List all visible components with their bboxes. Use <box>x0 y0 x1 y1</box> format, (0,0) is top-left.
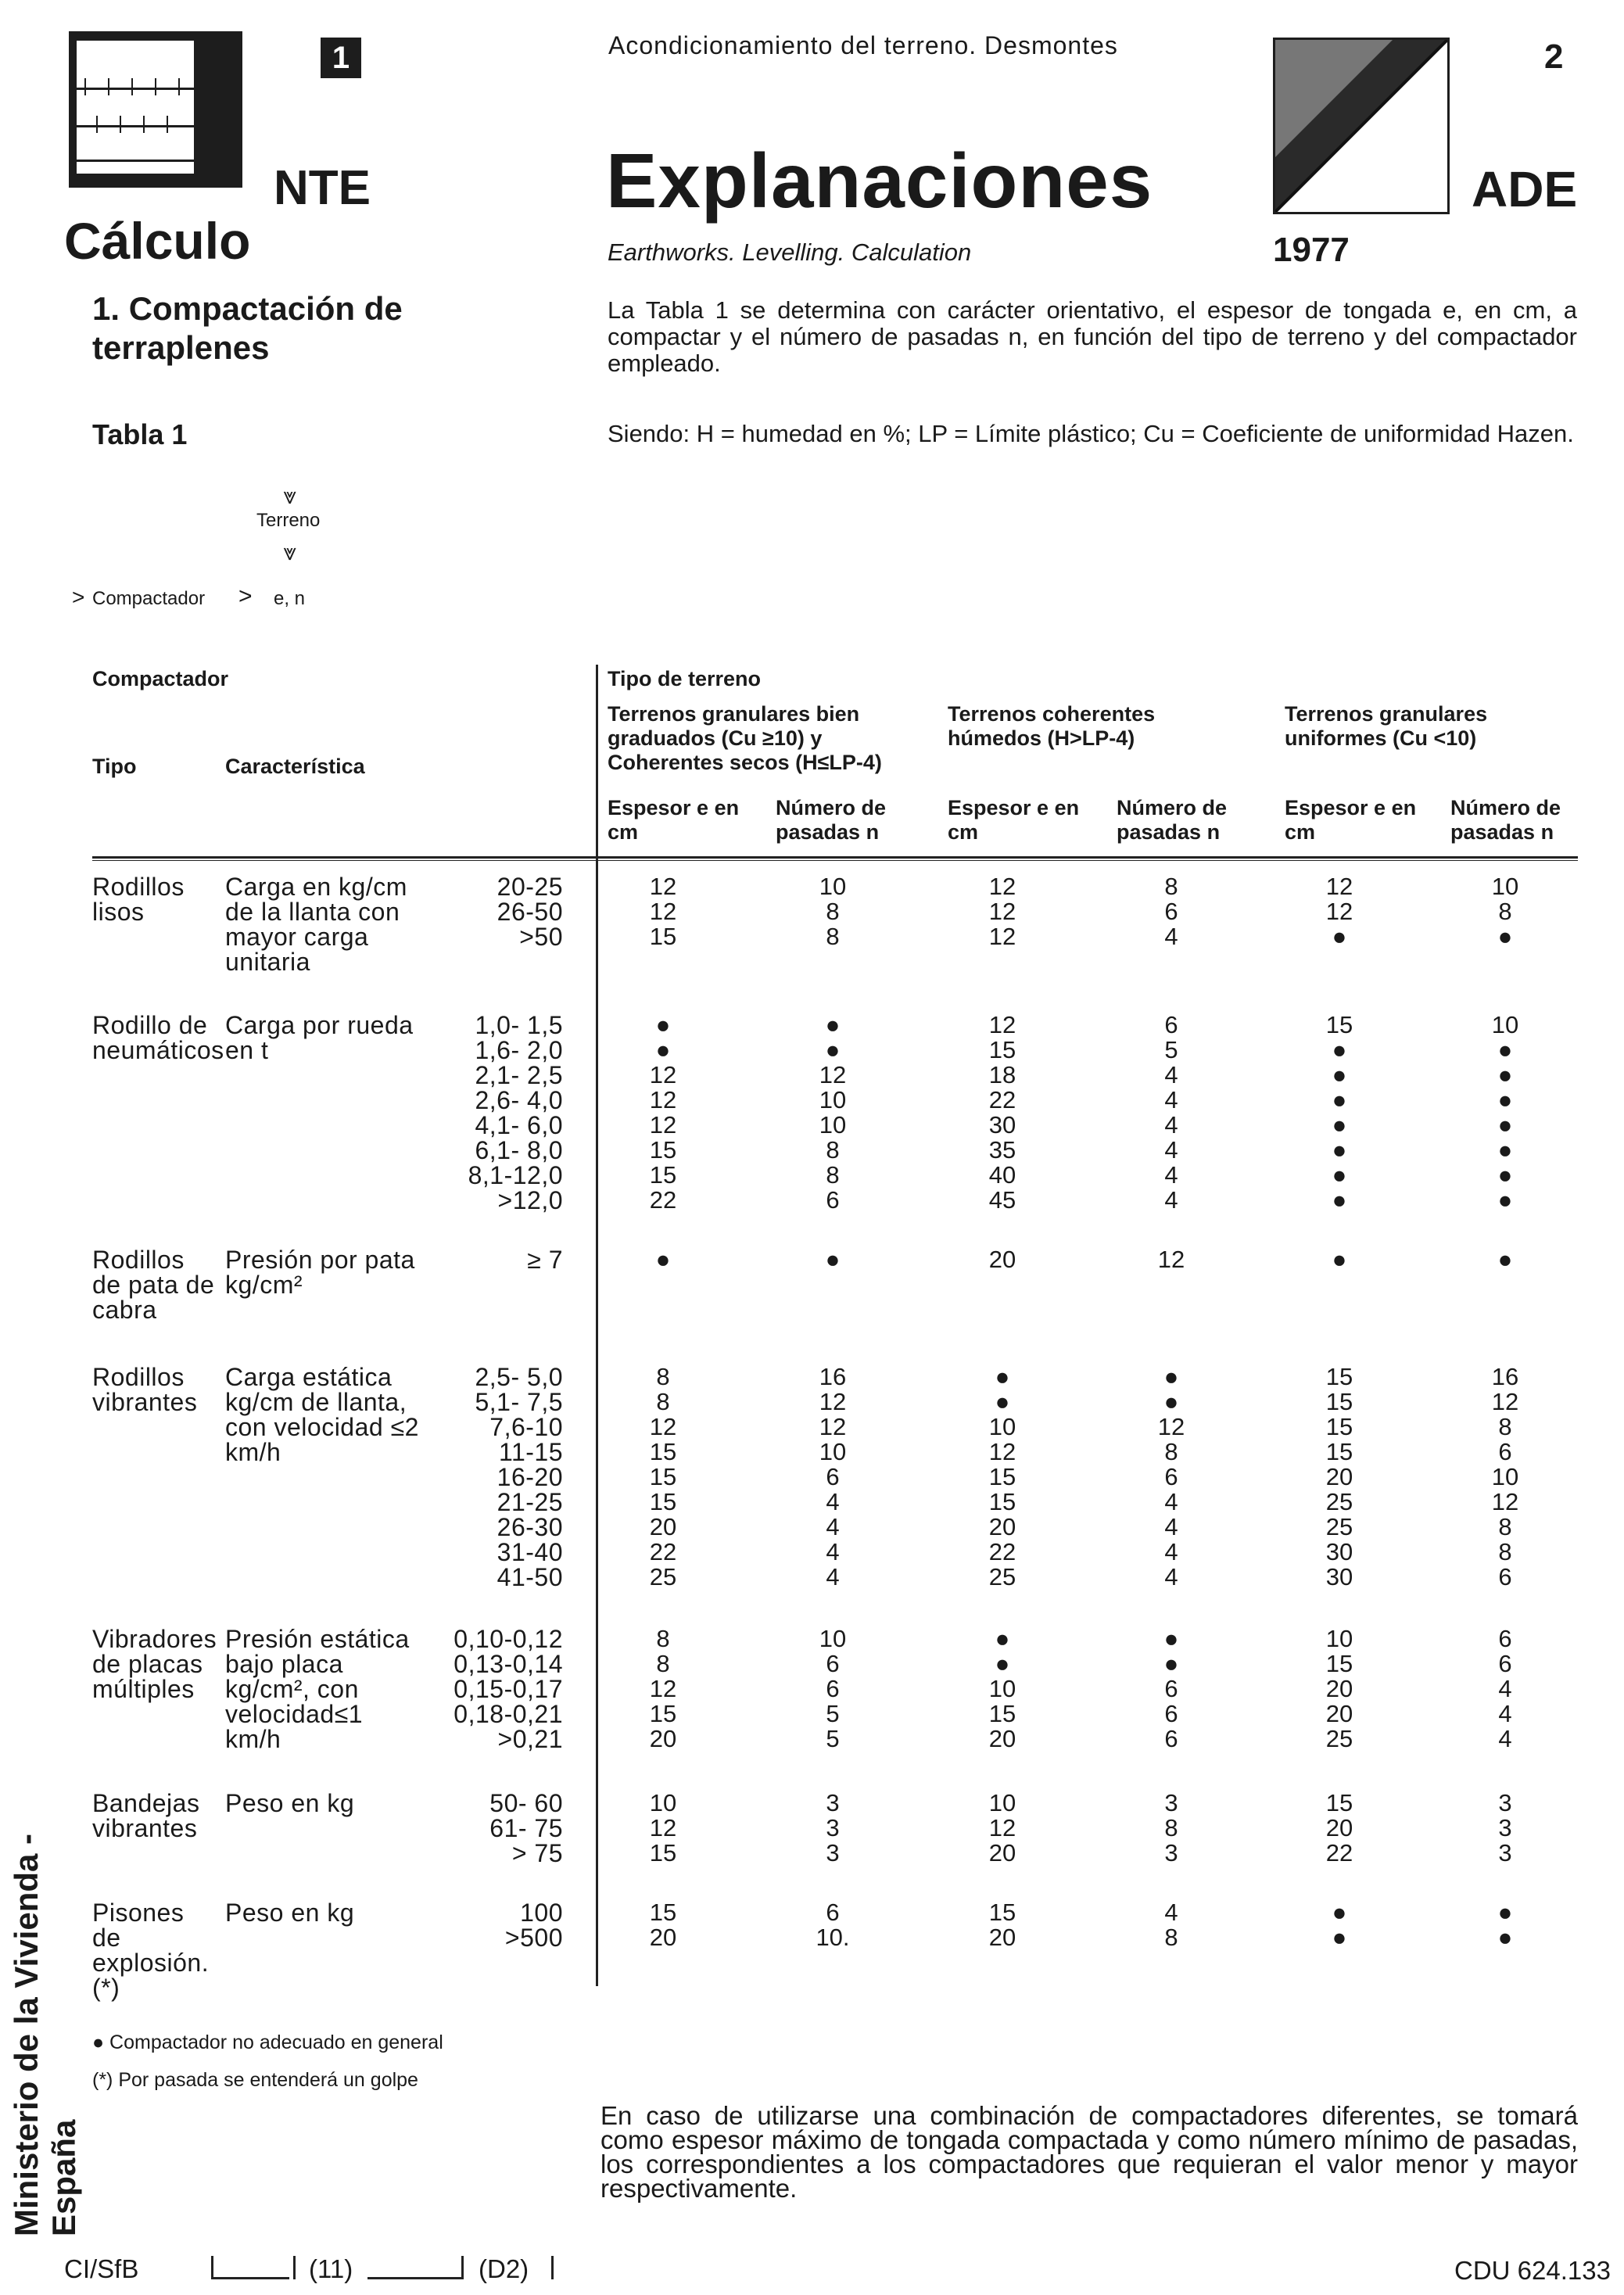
table-cell: ● ● 12 12 12 15 15 22 <box>649 1011 677 1214</box>
compactador-label: Compactador <box>92 588 206 609</box>
table-cell: 20 <box>988 1246 1016 1273</box>
numero-header: Número de pasadas n <box>776 796 887 844</box>
compactador-caracteristica: Carga por rueda en t <box>225 1011 414 1064</box>
section-badge: 1 <box>321 38 361 78</box>
cisfb-box <box>367 2277 461 2279</box>
cisfb-d2: (D2) <box>479 2254 529 2283</box>
code-label: ADE <box>1472 161 1578 217</box>
table-cell: 6 6 4 4 4 <box>1498 1625 1512 1752</box>
table-cell: 8 8 12 15 20 <box>649 1625 677 1752</box>
cisfb-box <box>293 2256 296 2279</box>
table-cell: 12 <box>1157 1246 1185 1273</box>
ministry-sidebar: Ministerio de la Vivienda - España <box>8 1833 82 2236</box>
group-header-3: Terrenos granulares uniformes (Cu <10) <box>1285 702 1488 750</box>
table-cell: 6 10. <box>816 1899 850 1951</box>
table-cell: 15 20 22 <box>1325 1789 1353 1866</box>
cisfb-label: CI/SfB <box>64 2254 139 2283</box>
year: 1977 <box>1273 231 1350 269</box>
table-cell: 10 15 20 20 25 <box>1325 1625 1353 1752</box>
table-cell: 4 8 <box>1164 1899 1178 1951</box>
footnote-2: (*) Por pasada se entenderá un golpe <box>92 2069 418 2091</box>
down-arrow-icon: ⩔ <box>283 483 296 509</box>
nte-label: NTE <box>274 161 371 215</box>
compactador-values: ≥ 7 <box>527 1246 563 1274</box>
table-cell: 15 15 15 15 20 25 25 30 30 <box>1325 1363 1353 1590</box>
table-cell: 16 12 8 6 10 12 8 8 6 <box>1491 1363 1519 1590</box>
table-cell: 6 5 4 4 4 4 4 4 <box>1164 1011 1178 1214</box>
table-cell: 3 3 3 <box>1498 1789 1512 1866</box>
compactador-tipo: Vibradores de placas múltiples <box>92 1625 217 1703</box>
table-cell: 16 12 12 10 6 4 4 4 4 <box>819 1363 847 1590</box>
tipo-header: Tipo <box>92 755 137 778</box>
calculo-heading: Cálculo <box>64 212 251 270</box>
compactador-tipo: Rodillos lisos <box>92 873 185 926</box>
result-label: e, n <box>274 588 306 609</box>
table-cell: 12 12 ● <box>1325 873 1353 950</box>
footnote-1: ● Compactador no adecuado en general <box>92 2031 443 2053</box>
table-cell: 10 8 8 <box>819 873 847 950</box>
tipo-terreno-header: Tipo de terreno <box>608 667 762 690</box>
table-cell: ● ● 10 12 15 15 20 22 25 <box>988 1363 1016 1590</box>
table-divider <box>596 665 598 1986</box>
table-cell: ● ● <box>1497 1899 1513 1951</box>
numero-header: Número de pasadas n <box>1450 796 1561 844</box>
compactador-header: Compactador <box>92 667 229 690</box>
compactador-caracteristica: Presión por pata kg/cm² <box>225 1246 415 1299</box>
cisfb-box <box>211 2256 213 2279</box>
compactador-tipo: Rodillos de pata de cabra <box>92 1246 215 1324</box>
cisfb-11: (11) <box>309 2254 353 2283</box>
table-cell: 12 12 15 <box>649 873 677 950</box>
table-cell: 10 12 20 <box>988 1789 1016 1866</box>
terreno-label: Terreno <box>256 510 321 531</box>
tabla-label: Tabla 1 <box>92 418 188 450</box>
nte-logo <box>69 31 242 188</box>
table-cell: 10 12 15 <box>649 1789 677 1866</box>
compactador-tipo: Rodillo de neumáticos <box>92 1011 224 1064</box>
table-cell: ● <box>1332 1246 1347 1273</box>
table-cell: 10 ● ● ● ● ● ● ● <box>1491 1011 1519 1214</box>
compactador-values: 2,5- 5,0 5,1- 7,5 7,6-10 11-15 16-20 21-25 26-30 31-40 41-50 <box>475 1363 563 1591</box>
compactador-tipo: Rodillos vibrantes <box>92 1363 198 1416</box>
intro-paragraph: La Tabla 1 se determina con carácter orientativo, el espesor de tongada e, en cm, a compactar y el número de pasadas n, en función del tipo de terreno y del compactador empleado. <box>608 296 1577 377</box>
table-cell: ● ● 10 15 20 <box>988 1625 1016 1752</box>
table-cell: 3 8 3 <box>1164 1789 1178 1866</box>
compactador-values: 50- 60 61- 75 > 75 <box>489 1789 563 1867</box>
compactador-caracteristica: Presión estática bajo placa kg/cm², con velocidad≤1 km/h <box>225 1625 410 1753</box>
table-cell: 8 6 4 <box>1164 873 1178 950</box>
cover-photo <box>1273 38 1450 214</box>
table-cell: 12 15 18 22 30 35 40 45 <box>988 1011 1016 1214</box>
espesor-header: Espesor e en cm <box>1285 796 1417 844</box>
table-cell: ● ● 12 8 6 4 4 4 4 <box>1157 1363 1185 1590</box>
bottom-paragraph: En caso de utilizarse una combinación de compactadores diferentes, se tomará como espesor máximo de tongada compactada y como número mínimo de pasadas, los correspondientes a los compactadores que requieran el valor menor y mayor respectivamente. <box>600 2101 1578 2203</box>
right-arrow-icon: > <box>238 583 253 609</box>
compactador-caracteristica: Peso en kg <box>225 1789 355 1817</box>
definitions-paragraph: Siendo: H = humedad en %; LP = Límite plástico; Cu = Coeficiente de uniformidad Hazen. <box>608 420 1574 447</box>
compactador-values: 20-25 26-50 >50 <box>497 873 563 951</box>
table-cell: 15 20 <box>988 1899 1016 1951</box>
right-arrow-icon: > <box>72 585 85 609</box>
compactador-caracteristica: Peso en kg <box>225 1899 355 1927</box>
table-cell: 12 12 12 <box>988 873 1016 950</box>
section-title: 1. Compactación de terraplenes <box>92 290 403 366</box>
espesor-header: Espesor e en cm <box>948 796 1080 844</box>
table-cell: 10 8 ● <box>1491 873 1519 950</box>
table-cell: 15 ● ● ● ● ● ● ● <box>1325 1011 1353 1214</box>
page-number: 2 <box>1544 38 1564 76</box>
table-cell: 15 20 <box>649 1899 677 1951</box>
cisfb-box <box>551 2256 554 2279</box>
table-cell: 8 8 12 15 15 15 20 22 25 <box>649 1363 677 1590</box>
compactador-tipo: Pisones de explosión. (*) <box>92 1899 210 2002</box>
cdu-label: CDU 624.133 <box>1454 2256 1611 2285</box>
group-header-1: Terrenos granulares bien graduados (Cu ≥10) y Coherentes secos (H≤LP-4) <box>608 702 882 774</box>
page-title: Explanaciones <box>606 138 1153 224</box>
compactador-values: 0,10-0,12 0,13-0,14 0,15-0,17 0,18-0,21 >0,21 <box>454 1625 563 1753</box>
caracteristica-header: Característica <box>225 755 365 778</box>
group-header-2: Terrenos coherentes húmedos (H>LP-4) <box>948 702 1156 750</box>
table-cell: ● <box>825 1246 841 1273</box>
table-cell: ● <box>1497 1246 1513 1273</box>
compactador-values: 1,0- 1,5 1,6- 2,0 2,1- 2,5 2,6- 4,0 4,1- 6,0 6,1- 8,0 8,1-12,0 >12,0 <box>468 1011 563 1214</box>
table-cell: 3 3 3 <box>826 1789 840 1866</box>
table-header-rule <box>92 856 1578 859</box>
table-cell: ● ● 6 6 6 <box>1163 1625 1179 1752</box>
down-arrow-icon: ⩔ <box>283 540 296 565</box>
espesor-header: Espesor e en cm <box>608 796 740 844</box>
compactador-tipo: Bandejas vibrantes <box>92 1789 200 1842</box>
table-cell: ● <box>655 1246 671 1273</box>
header-subtitle: Acondicionamiento del terreno. Desmontes <box>608 31 1118 59</box>
compactador-caracteristica: Carga en kg/cm de la llanta con mayor carga unitaria <box>225 873 407 976</box>
compactador-values: 100 >500 <box>504 1899 563 1952</box>
table-cell: 10 6 6 5 5 <box>819 1625 847 1752</box>
table-cell: ● ● <box>1332 1899 1347 1951</box>
table-header-rule <box>92 860 1578 861</box>
cisfb-box <box>211 2277 289 2279</box>
compactador-caracteristica: Carga estática kg/cm de llanta, con velocidad ≤2 km/h <box>225 1363 419 1466</box>
numero-header: Número de pasadas n <box>1117 796 1228 844</box>
table-cell: ● ● 12 10 10 8 8 6 <box>819 1011 847 1214</box>
english-title: Earthworks. Levelling. Calculation <box>608 238 972 266</box>
cisfb-box <box>461 2256 464 2279</box>
